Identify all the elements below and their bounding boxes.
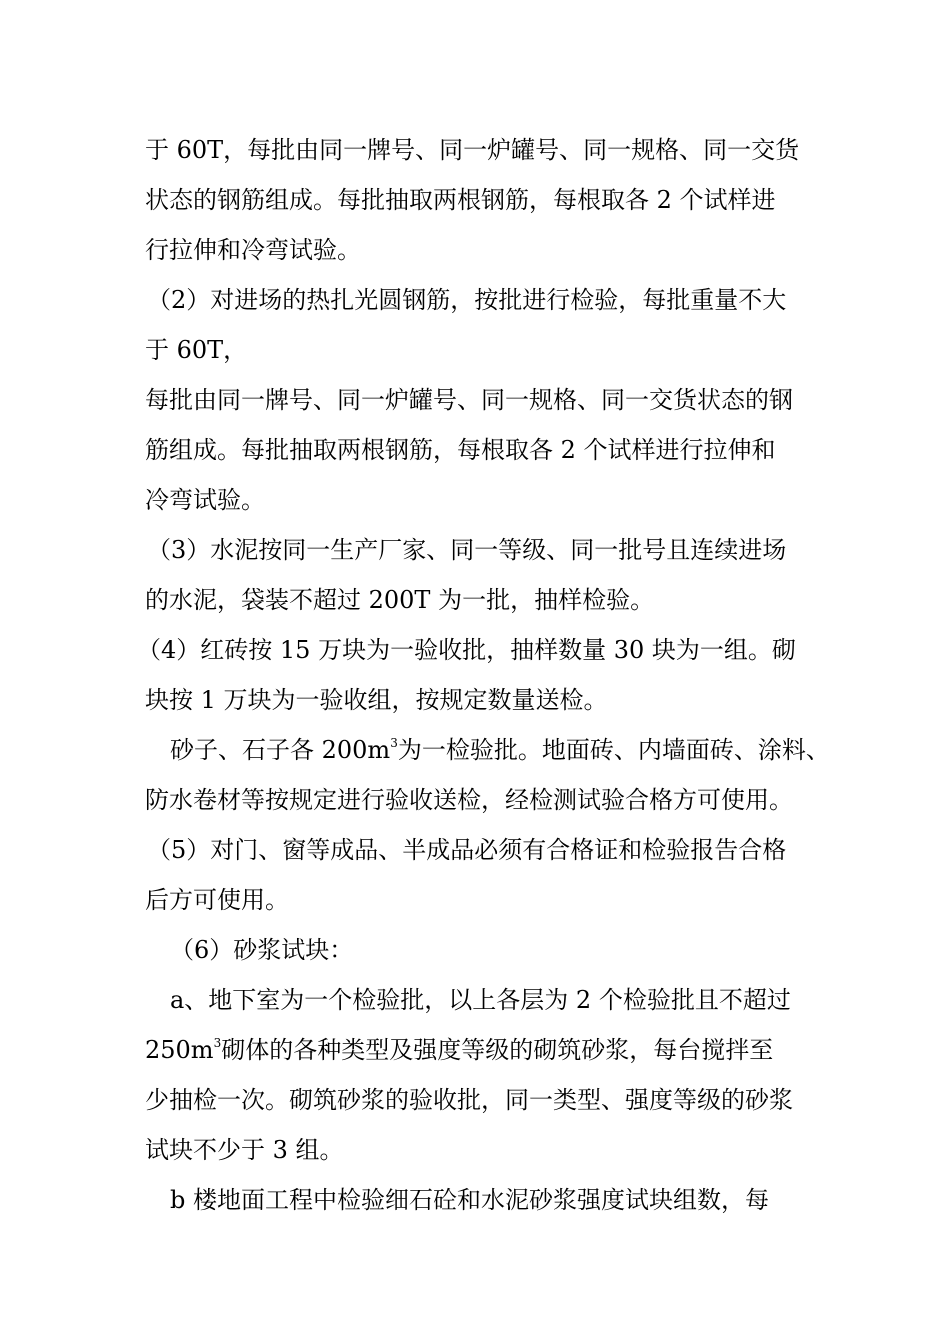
text-line: 的水泥，袋装不超过 200T 为一批，抽样检验。 <box>145 586 655 614</box>
text-line: （4）红砖按 15 万块为一验收批，抽样数量 30 块为一组。砌 <box>137 636 796 664</box>
text-line: 后方可使用。 <box>145 886 289 914</box>
text-line <box>145 1035 773 1065</box>
text-line: 每批由同一牌号、同一炉罐号、同一规格、同一交货状态的钢 <box>145 386 793 414</box>
text-line: （3）水泥按同一生产厂家、同一等级、同一批号且连续进场 <box>147 536 787 564</box>
text-line: a、地下室为一个检验批，以上各层为 2 个检验批且不超过 <box>170 986 791 1014</box>
text-line: （6）砂浆试块： <box>170 936 354 964</box>
text-run: 为一检验批。地面砖、内墙面砖、涂料、 <box>397 736 830 764</box>
text-run: 砂子、石子各 200m <box>170 736 391 764</box>
text-line: 试块不少于 3 组。 <box>145 1136 344 1164</box>
superscript: 3 <box>213 1036 222 1050</box>
text-run: 250m <box>145 1036 214 1064</box>
text-line <box>170 735 830 765</box>
text-line: 行拉伸和冷弯试验。 <box>145 236 361 264</box>
text-line: （2）对进场的热扎光圆钢筋，按批进行检验，每批重量不大 <box>147 286 787 314</box>
text-line: 冷弯试验。 <box>145 486 265 514</box>
text-line: 于 60T，每批由同一牌号、同一炉罐号、同一规格、同一交货 <box>145 136 800 164</box>
text-line: 防水卷材等按规定进行验收送检，经检测试验合格方可使用。 <box>145 786 793 814</box>
text-line: 于 60T， <box>145 336 248 364</box>
text-line: 块按 1 万块为一验收组，按规定数量送检。 <box>145 686 608 714</box>
text-line: b 楼地面工程中检验细石砼和水泥砂浆强度试块组数，每 <box>170 1186 769 1214</box>
text-line: 状态的钢筋组成。每批抽取两根钢筋，每根取各 2 个试样进 <box>145 186 776 214</box>
text-run: 砌体的各种类型及强度等级的砌筑砂浆，每台搅拌至 <box>221 1036 774 1064</box>
text-line: 筋组成。每批抽取两根钢筋，每根取各 2 个试样进行拉伸和 <box>145 436 776 464</box>
text-line: 少抽检一次。砌筑砂浆的验收批，同一类型、强度等级的砂浆 <box>145 1086 793 1114</box>
superscript: 3 <box>390 736 398 750</box>
text-line: （5）对门、窗等成品、半成品必须有合格证和检验报告合格 <box>147 836 787 864</box>
